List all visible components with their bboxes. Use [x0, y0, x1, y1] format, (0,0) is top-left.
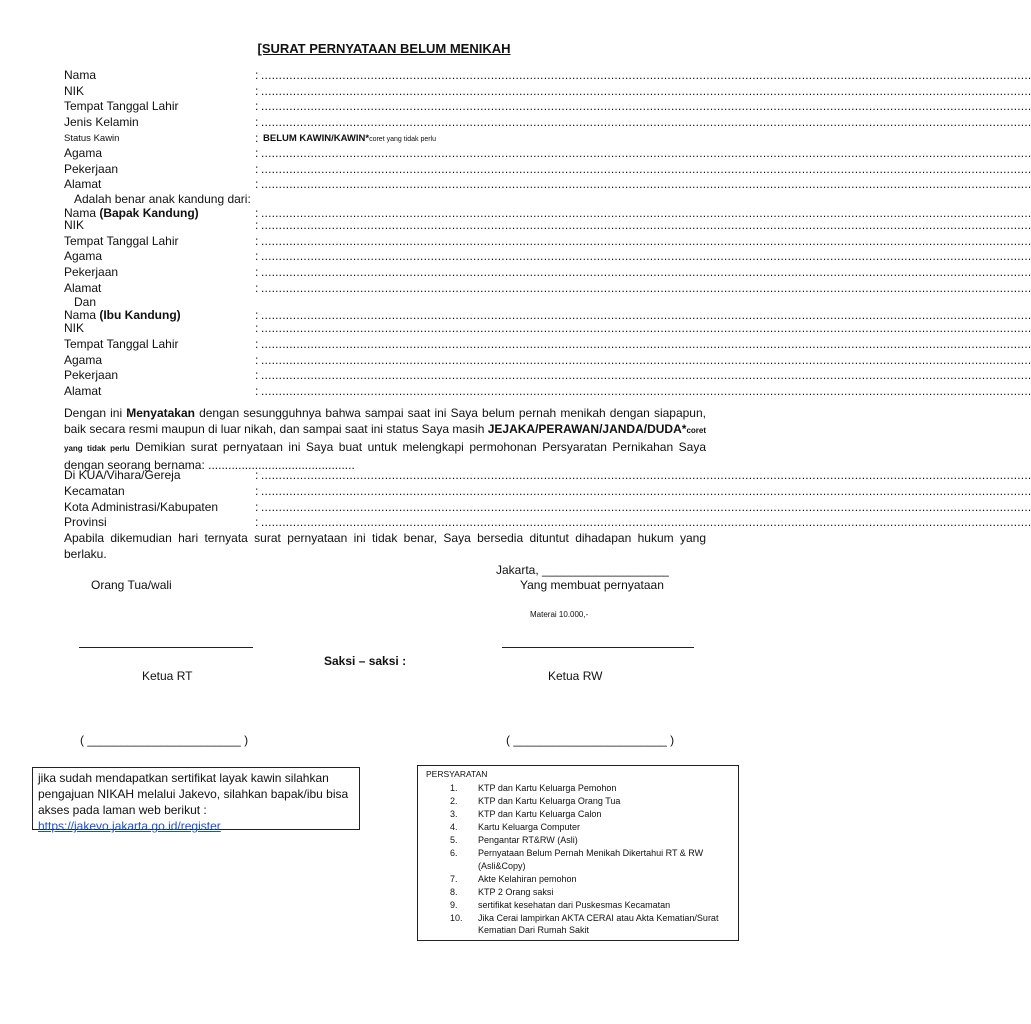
maker-label: Yang membuat pernyataan — [520, 578, 664, 592]
requirements-title: PERSYARATAN — [426, 769, 488, 779]
field-row-district — [64, 484, 1031, 499]
field-row-gender — [64, 115, 1031, 130]
rt-label: Ketua RT — [142, 669, 193, 683]
fill-in-line[interactable]: .......................................................................................................................................................................................................................... — [261, 353, 1031, 367]
field-colon: : — [255, 68, 259, 82]
field-label: Pekerjaan — [64, 162, 119, 176]
field-label: Nama — [64, 68, 97, 82]
field-row-father-address — [64, 281, 1031, 296]
stamp-note: Materai 10.000,- — [530, 610, 589, 619]
field-colon: : — [255, 515, 259, 529]
field-colon: : — [255, 84, 259, 98]
field-row-nik — [64, 84, 1031, 99]
fill-in-line[interactable]: .......................................................................................................................................................................................................................... — [261, 281, 1031, 295]
list-item: 10. Jika Cerai lampirkan AKTA CERAI atau Akta Kematian/Surat Kematian Dari Rumah Sakit — [450, 912, 719, 935]
fill-in-line[interactable]: .......................................................................................................................................................................................................................... — [261, 162, 1031, 176]
field-label: Agama — [64, 146, 103, 160]
field-row-father-religion — [64, 249, 1031, 264]
fill-in-line[interactable]: .......................................................................................................................................................................................................................... — [261, 265, 1031, 279]
and-text: Dan — [74, 295, 97, 309]
fill-in-line[interactable]: .......................................................................................................................................................................................................................... — [261, 218, 1031, 232]
field-row-father-birth — [64, 234, 1031, 249]
requirements-list — [426, 782, 738, 937]
field-row-mother-occupation — [64, 368, 1031, 383]
field-colon: : — [255, 468, 259, 482]
marital-status-options[interactable]: BELUM KAWIN/KAWIN*coret yang tidak perlu — [263, 133, 437, 144]
field-label: Agama — [64, 249, 103, 263]
field-row-name — [64, 68, 1031, 83]
field-colon: : — [255, 281, 259, 295]
field-label: Pekerjaan — [64, 265, 119, 279]
field-row-marital-status — [64, 131, 694, 146]
field-colon: : — [255, 249, 259, 263]
fill-in-line[interactable]: .......................................................................................................................................................................................................................... — [261, 146, 1031, 160]
fill-in-line[interactable]: .......................................................................................................................................................................................................................... — [261, 321, 1031, 335]
field-label: Provinsi — [64, 515, 107, 529]
list-item: 4. Kartu Keluarga Computer — [450, 822, 581, 832]
witnesses-heading: Saksi – saksi : — [324, 654, 407, 668]
jakevo-register-link[interactable]: https://jakevo.jakarta.go.id/register — [38, 819, 221, 833]
fill-in-line[interactable]: .......................................................................................................................................................................................................................... — [261, 99, 1031, 113]
fill-in-line[interactable]: .......................................................................................................................................................................................................................... — [261, 234, 1031, 248]
field-row-kua — [64, 468, 1031, 483]
fill-in-line[interactable]: .......................................................................................................................................................................................................................... — [261, 468, 1031, 482]
fill-in-line[interactable]: .......................................................................................................................................................................................................................... — [261, 484, 1031, 498]
fill-in-line[interactable]: .......................................................................................................................................................................................................................... — [261, 249, 1031, 263]
list-item: 2. KTP dan Kartu Keluarga Orang Tua — [450, 796, 621, 806]
fill-in-line[interactable]: .......................................................................................................................................................................................................................... — [261, 84, 1031, 98]
field-label: Tempat Tanggal Lahir — [64, 234, 179, 248]
rw-name-line[interactable]: ( _______________________ ) — [506, 733, 675, 747]
field-colon: : — [255, 146, 259, 160]
fill-in-line[interactable]: .......................................................................................................................................................................................................................... — [261, 337, 1031, 351]
field-colon: : — [255, 115, 259, 129]
field-label: Alamat — [64, 384, 102, 398]
field-label: Tempat Tanggal Lahir — [64, 99, 179, 113]
field-label: NIK — [64, 321, 85, 335]
field-colon: : — [255, 177, 259, 191]
field-label: NIK — [64, 84, 85, 98]
field-label: Tempat Tanggal Lahir — [64, 337, 179, 351]
fill-in-line[interactable]: .......................................................................................................................................................................................................................... — [261, 68, 1031, 82]
rw-label: Ketua RW — [548, 669, 603, 683]
field-row-city — [64, 500, 1031, 515]
field-row-father-occupation — [64, 265, 1031, 280]
field-colon: : — [255, 131, 259, 145]
maker-signature-line[interactable] — [502, 647, 694, 648]
place-date[interactable]: Jakarta, ___________________ — [496, 563, 669, 577]
field-row-father-nik — [64, 218, 1031, 233]
list-item: 6. Pernyataan Belum Pernah Menikah Dikertahui RT & RW (Asli&Copy) — [450, 848, 704, 871]
field-colon: : — [255, 234, 259, 248]
field-label: Kecamatan — [64, 484, 125, 498]
status-options[interactable]: JEJAKA/PERAWAN/JANDA/DUDA* — [487, 422, 687, 436]
fill-in-line[interactable]: .......................................................................................................................................................................................................................... — [261, 368, 1031, 382]
field-colon: : — [255, 368, 259, 382]
statement-paragraph: Dengan ini Menyatakan dengan sesungguhnya bahwa sampai saat ini Saya belum pernah menikah dengan siapapun, baik secara resmi maupun di luar nikah, dan sampai saat ini status Saya masih JEJAKA/PERAWAN/JANDA/DUDA*coret yang tidak perlu Demikian surat pernyataan ini Saya buat untuk melengkapi permohonan Persyaratan Pernikahan Saya dengan seorang bernama: ............................................ — [64, 406, 706, 472]
field-row-mother-nik — [64, 321, 1031, 336]
field-colon: : — [255, 384, 259, 398]
parent-label: Orang Tua/wali — [91, 578, 172, 592]
field-label: Nama (Ibu Kandung) — [64, 308, 181, 322]
list-item: 7. Akte Kelahiran pemohon — [450, 873, 577, 884]
field-colon: : — [255, 218, 259, 232]
rt-name-line[interactable]: ( _______________________ ) — [80, 733, 249, 747]
field-colon: : — [255, 99, 259, 113]
field-row-mother-birth — [64, 337, 1031, 352]
field-colon: : — [255, 353, 259, 367]
field-row-mother-religion — [64, 353, 1031, 368]
fill-in-line[interactable]: .......................................................................................................................................................................................................................... — [261, 115, 1031, 129]
field-label: Alamat — [64, 281, 102, 295]
field-label: Agama — [64, 353, 103, 367]
field-row-mother-address — [64, 384, 1031, 399]
fill-in-line[interactable]: .......................................................................................................................................................................................................................... — [261, 384, 1031, 398]
field-row-religion — [64, 146, 1031, 161]
field-label: Di KUA/Vihara/Gereja — [64, 468, 181, 482]
list-item: 9. sertifikat kesehatan dari Puskesmas Kecamatan — [450, 899, 671, 910]
field-colon: : — [255, 162, 259, 176]
list-item: 1. KTP dan Kartu Keluarga Pemohon — [450, 783, 617, 793]
field-label: NIK — [64, 218, 85, 232]
field-colon: : — [255, 265, 259, 279]
fill-in-line[interactable]: .......................................................................................................................................................................................................................... — [261, 515, 1031, 529]
fill-in-line[interactable]: .......................................................................................................................................................................................................................... — [261, 308, 1031, 322]
fill-in-line[interactable]: .......................................................................................................................................................................................................................... — [261, 206, 1031, 220]
field-colon: : — [255, 321, 259, 335]
field-row-address — [64, 177, 1031, 192]
field-label: Nama (Bapak Kandung) — [64, 206, 199, 220]
field-row-occupation — [64, 162, 1031, 177]
note-text: jika sudah mendapatkan sertifikat layak kawin silahkan pengajuan NIKAH melalui Jakevo, silahkan bapak/ibu bisa akses pada laman web berikut : — [38, 771, 349, 817]
fill-in-line[interactable]: .......................................................................................................................................................................................................................... — [261, 500, 1031, 514]
field-colon: : — [255, 484, 259, 498]
document-title: [SURAT PERNYATAAN BELUM MENIKAH — [257, 41, 511, 56]
closing-paragraph: Apabila dikemudian hari ternyata surat pernyataan ini tidak benar, Saya bersedia dituntut dihadapan hukum yang berlaku. — [64, 531, 706, 561]
parent-signature-line[interactable] — [79, 647, 253, 648]
field-label: Jenis Kelamin — [64, 115, 139, 129]
fill-in-line[interactable]: .......................................................................................................................................................................................................................... — [261, 177, 1031, 191]
child-of-text: Adalah benar anak kandung dari: — [74, 192, 251, 206]
jakevo-note-box — [32, 767, 360, 833]
strike-note: coret yang tidak perlu — [369, 136, 437, 143]
field-label: Status Kawin — [64, 133, 120, 144]
field-row-birth — [64, 99, 1031, 114]
field-colon: : — [255, 337, 259, 351]
field-colon: : — [255, 308, 259, 322]
requirements-box — [417, 765, 739, 941]
list-item: 5. Pengantar RT&RW (Asli) — [450, 835, 578, 845]
field-label: Alamat — [64, 177, 102, 191]
list-item: 8. KTP 2 Orang saksi — [450, 886, 554, 897]
field-colon: : — [255, 500, 259, 514]
field-colon: : — [255, 206, 259, 220]
field-row-province — [64, 515, 1031, 530]
field-label: Kota Administrasi/Kabupaten — [64, 500, 219, 514]
list-item: 3. KTP dan Kartu Keluarga Calon — [450, 809, 602, 819]
field-label: Pekerjaan — [64, 368, 119, 382]
